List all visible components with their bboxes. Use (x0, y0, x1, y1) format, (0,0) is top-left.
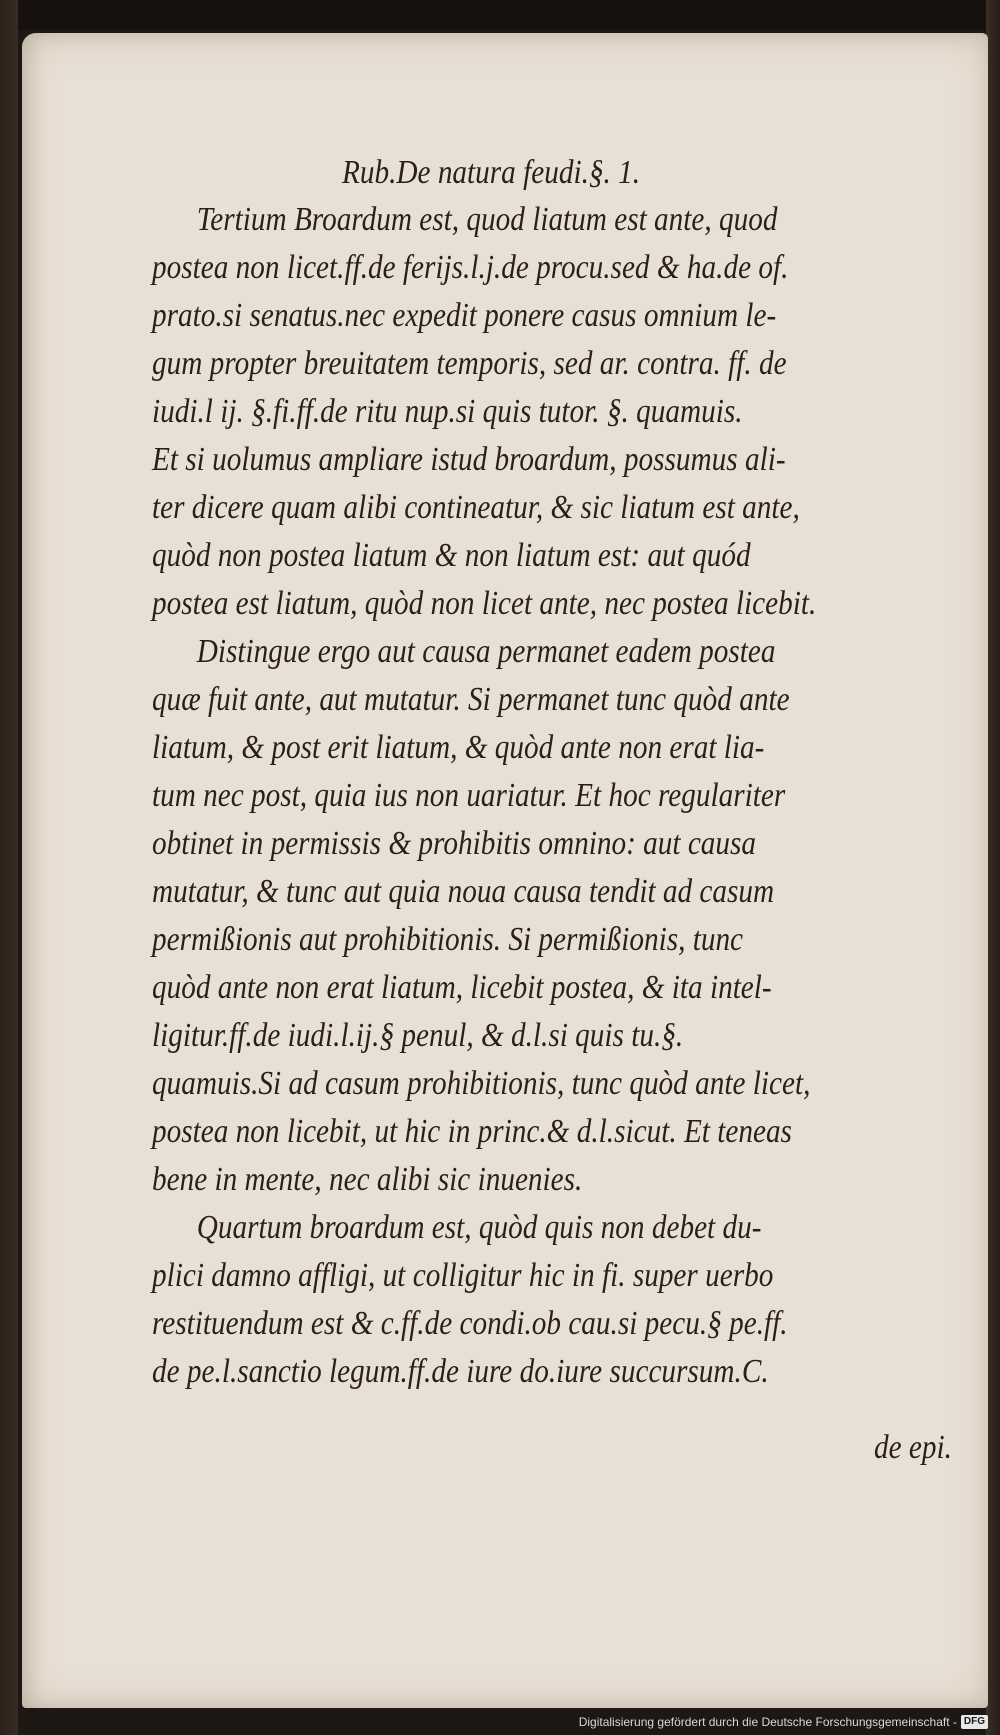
text-line: Et si uolumus ampliare istud broardum, possumus ali- (152, 441, 786, 478)
text-line: plici damno affligi, ut colligitur hic in fi. super uerbo (152, 1257, 774, 1294)
text-line: postea est liatum, quòd non licet ante, nec postea licebit. (152, 585, 817, 622)
text-line: tum nec post, quia ius non uariatur. Et hoc regulariter (152, 777, 786, 814)
page-fore-edge (986, 0, 1000, 1735)
text-line: permißionis aut prohibitionis. Si permißionis, tunc (152, 921, 744, 958)
body-text (152, 196, 831, 1396)
text-line: iudi.l ij. §.fi.ff.de ritu nup.si quis tutor. §. quamuis. (152, 393, 743, 430)
text-line: mutatur, & tunc aut quia noua causa tendit ad casum (152, 873, 775, 910)
text-line: quamuis.Si ad casum prohibitionis, tunc quòd ante licet, (152, 1065, 811, 1102)
credit-text: Digitalisierung gefördert durch die Deutsche Forschungsgemeinschaft - (578, 1715, 957, 1729)
text-line: postea non licet.ff.de ferijs.l.j.de procu.sed & ha.de of. (152, 249, 789, 286)
text-line: ligitur.ff.de iudi.l.ij.§ penul, & d.l.si quis tu.§. (152, 1017, 684, 1054)
text-line: Quartum broardum est, quòd quis non debet du- (196, 1209, 762, 1246)
text-line: restituendum est & c.ff.de condi.ob cau.si pecu.§ pe.ff. (152, 1305, 788, 1342)
text-line: gum propter breuitatem temporis, sed ar. contra. ff. de (152, 345, 787, 382)
scan-top-edge (0, 0, 1000, 30)
digitization-credit (579, 1715, 988, 1729)
text-line: de pe.l.sanctio legum.ff.de iure do.iure succursum.C. (152, 1353, 769, 1390)
text-line: prato.si senatus.nec expedit ponere casus omnium le- (152, 297, 777, 334)
catchword: de epi. (874, 1429, 952, 1466)
text-line: quòd ante non erat liatum, licebit postea, & ita intel- (152, 969, 772, 1006)
running-head: Rub.De natura feudi.§. 1. (342, 154, 641, 191)
text-line: ter dicere quam alibi contineatur, & sic liatum est ante, (152, 489, 800, 526)
text-line: quæ fuit ante, aut mutatur. Si permanet tunc quòd ante (152, 681, 790, 718)
text-line: Distingue ergo aut causa permanet eadem postea (196, 633, 776, 670)
text-line: Tertium Broardum est, quod liatum est ante, quod (196, 201, 778, 238)
text-line: liatum, & post erit liatum, & quòd ante non erat lia- (152, 729, 765, 766)
text-line: bene in mente, nec alibi sic inuenies. (152, 1161, 583, 1198)
text-line: quòd non postea liatum & non liatum est: aut quód (152, 537, 751, 574)
text-line: obtinet in permissis & prohibitis omnino: aut causa (152, 825, 757, 862)
text-line: postea non licebit, ut hic in princ.& d.l.sicut. Et teneas (152, 1113, 792, 1150)
dfg-logo: DFG (961, 1715, 988, 1729)
book-binding-edge (0, 0, 18, 1735)
